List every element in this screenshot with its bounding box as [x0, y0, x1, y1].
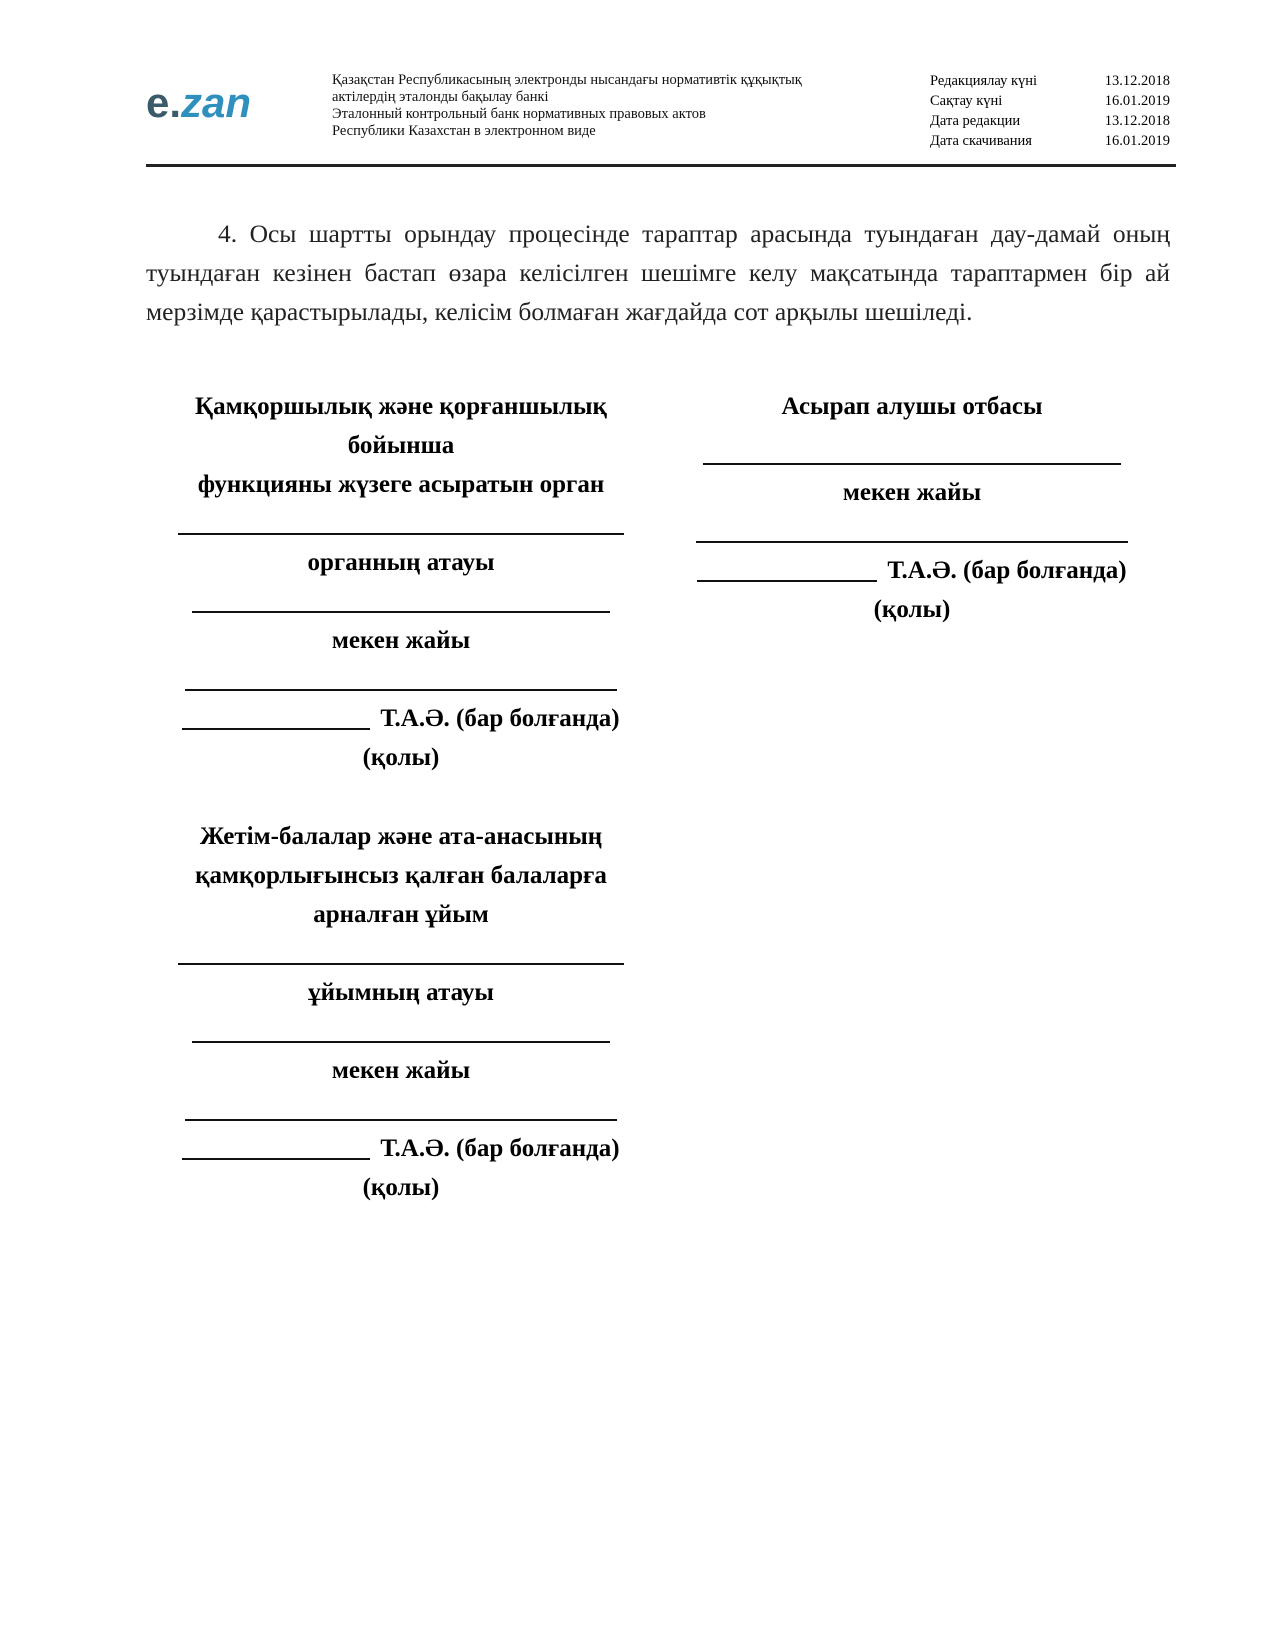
blank-line	[182, 728, 370, 730]
meta-label: Дата скачивания	[930, 133, 1032, 149]
org-name-label: органның атауы	[307, 549, 495, 576]
meta-value: 16.01.2019	[1104, 93, 1170, 109]
signature-label: (қолы)	[873, 596, 951, 623]
clause-paragraph: 4. Осы шартты орындау процесінде тараптар арасында туындаған дау-дамай оның туындаған кезінен бастап өзара келісілген шешімге келу мақсатында тараптармен бір ай мерзімде қарастырылады, келісім болмаған жағдайда сот арқылы шешіледі.	[146, 219, 1170, 326]
meta-row	[930, 91, 1170, 111]
fio-row	[160, 1129, 642, 1168]
bank-line: Республики Казахстан в электронном виде	[332, 123, 596, 139]
block-heading: бойынша	[347, 432, 455, 459]
ezan-logo: e.zan	[146, 79, 252, 126]
meta-row	[930, 131, 1170, 151]
meta-label: Сақтау күні	[930, 93, 1003, 109]
fio-row	[160, 699, 642, 738]
meta-value: 13.12.2018	[1104, 113, 1170, 129]
fio-label: Т.А.Ә. (бар болғанда)	[380, 705, 620, 732]
address-label: мекен жайы	[842, 479, 982, 506]
bank-line: Қазақстан Республикасының электронды нысандағы нормативтік құқықтық	[332, 72, 802, 88]
address-label: мекен жайы	[331, 627, 471, 654]
fio-label: Т.А.Ә. (бар болғанда)	[887, 557, 1127, 584]
block-heading: арналған ұйым	[313, 901, 489, 928]
meta-label: Редакциялау күні	[930, 73, 1038, 89]
meta-value: 13.12.2018	[1104, 73, 1170, 89]
block-heading: Асырап алушы отбасы	[781, 393, 1043, 420]
address-label: мекен жайы	[331, 1057, 471, 1084]
blank-line	[697, 580, 877, 582]
fio-label: Т.А.Ә. (бар болғанда)	[380, 1135, 620, 1162]
signature-label: (қолы)	[362, 744, 440, 771]
block-heading: Жетім-балалар және ата-анасының	[199, 823, 603, 850]
meta-row	[930, 71, 1170, 91]
bank-line: актілердің эталонды бақылау банкі	[332, 89, 549, 105]
meta-label: Дата редакции	[930, 113, 1021, 129]
guardianship-authority-block	[160, 387, 642, 1207]
blank-line	[182, 1158, 370, 1160]
bank-line: Эталонный контрольный банк нормативных правовых актов	[332, 106, 706, 122]
adoptive-family-block	[672, 387, 1152, 629]
bank-description	[332, 72, 892, 140]
block-heading: қамқорлығынсыз қалған балаларға	[195, 862, 607, 889]
block-heading: функцияны жүзеге асыратын орган	[197, 471, 605, 498]
fio-row	[672, 551, 1152, 590]
document-meta	[930, 71, 1170, 151]
org-name-label: ұйымның атауы	[308, 979, 494, 1006]
meta-row	[930, 111, 1170, 131]
signature-label: (қолы)	[362, 1174, 440, 1201]
meta-value: 16.01.2019	[1104, 133, 1170, 149]
block-heading: Қамқоршылық және қорғаншылық	[195, 393, 607, 420]
header-divider	[146, 164, 1176, 167]
page-header	[0, 0, 1275, 170]
